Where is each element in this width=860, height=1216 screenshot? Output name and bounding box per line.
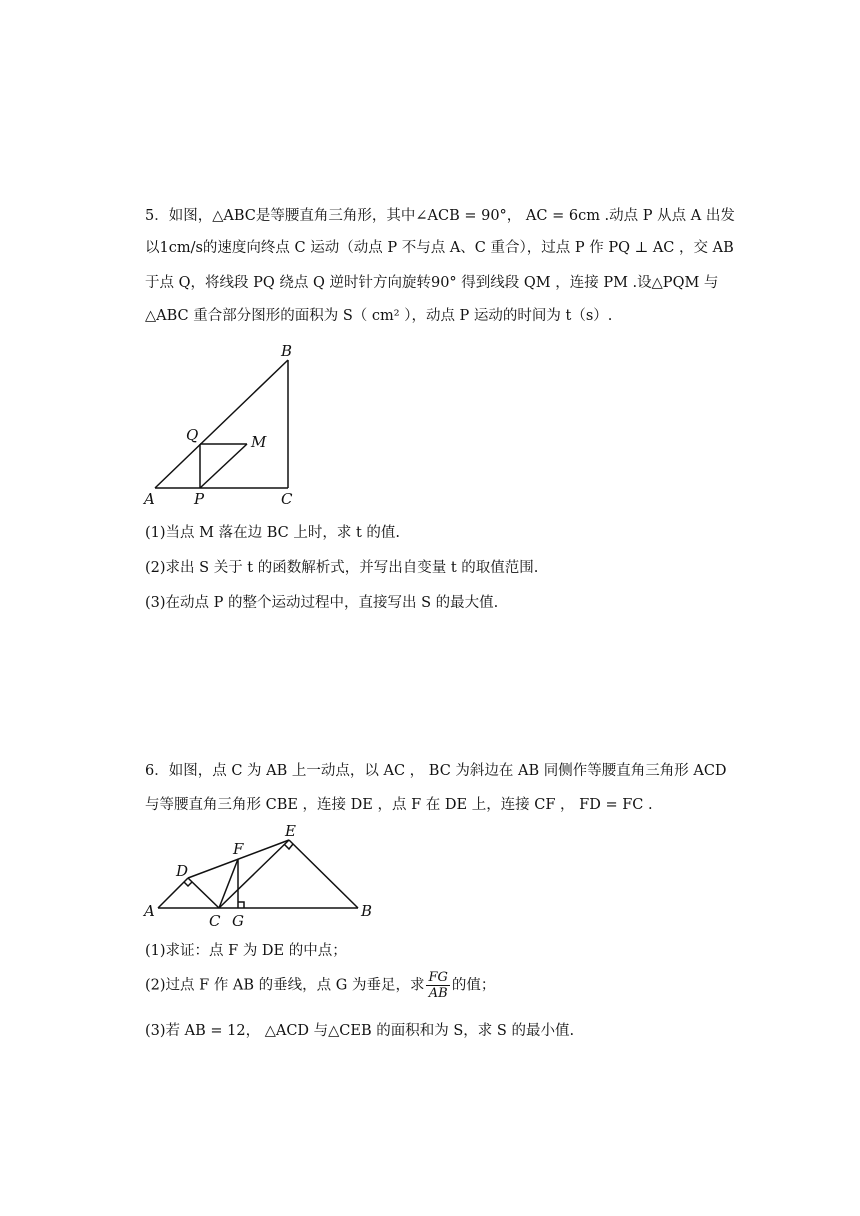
p5-question-3: (3)在动点 P 的整个运动过程中，直接写出 S 的最大值. bbox=[145, 595, 499, 611]
p6-label-G: G bbox=[232, 912, 244, 930]
p5-label-C: C bbox=[281, 490, 293, 508]
p6-question-1: (1)求证：点 F 为 DE 的中点； bbox=[145, 943, 347, 959]
p6-label-D: D bbox=[176, 862, 189, 880]
fraction-denominator: AB bbox=[428, 986, 448, 1001]
p6-label-F: F bbox=[233, 840, 244, 858]
p5-label-A: A bbox=[144, 490, 155, 508]
p5-line-2: 以1cm/s的速度向终点 C 运动（动点 P 不与点 A、C 重合），过点 P 作 PQ ⊥ AC ，交 AB bbox=[145, 240, 734, 256]
p5-label-B: B bbox=[281, 342, 293, 360]
fraction-numerator: FG bbox=[428, 970, 448, 985]
p6-question-2-prefix: (2)过点 F 作 AB 的垂线，点 G 为垂足，求 bbox=[145, 977, 425, 994]
p5-question-2: (2)求出 S 关于 t 的函数解析式，并写出自变量 t 的取值范围. bbox=[145, 560, 539, 576]
p5-label-P: P bbox=[194, 490, 205, 508]
p6-label-C: C bbox=[209, 912, 221, 930]
fraction-fg-ab bbox=[426, 970, 449, 1001]
p6-label-B: B bbox=[361, 902, 373, 920]
p6-label-A: A bbox=[144, 902, 155, 920]
p5-question-1: (1)当点 M 落在边 BC 上时，求 t 的值. bbox=[145, 525, 400, 541]
p5-line-4: △ABC 重合部分图形的面积为 S（ cm² ），动点 P 运动的时间为 t（s）. bbox=[145, 308, 613, 324]
p5-label-Q: Q bbox=[186, 426, 199, 444]
p5-figure bbox=[140, 340, 310, 510]
p6-figure bbox=[140, 820, 380, 930]
p6-question-2-suffix: 的值； bbox=[451, 977, 496, 994]
p6-question-3: (3)若 AB = 12， △ACD 与△CEB 的面积和为 S，求 S 的最小值. bbox=[145, 1023, 575, 1039]
p5-label-M: M bbox=[251, 433, 267, 451]
p6-label-E: E bbox=[285, 822, 296, 840]
p6-line-1: 6．如图，点 C 为 AB 上一动点，以 AC ， BC 为斜边在 AB 同侧作等腰直角三角形 ACD bbox=[145, 763, 727, 779]
p5-line-1: 5．如图，△ABC是等腰直角三角形，其中∠ACB = 90°， AC = 6cm .动点 P 从点 A 出发 bbox=[145, 208, 735, 224]
p5-line-3: 于点 Q，将线段 PQ 绕点 Q 逆时针方向旋转90° 得到线段 QM ，连接 PM .设△PQM 与 bbox=[145, 275, 719, 291]
p6-question-2 bbox=[145, 970, 495, 1001]
p6-line-2: 与等腰直角三角形 CBE ，连接 DE ，点 F 在 DE 上，连接 CF ， FD = FC . bbox=[145, 797, 653, 813]
